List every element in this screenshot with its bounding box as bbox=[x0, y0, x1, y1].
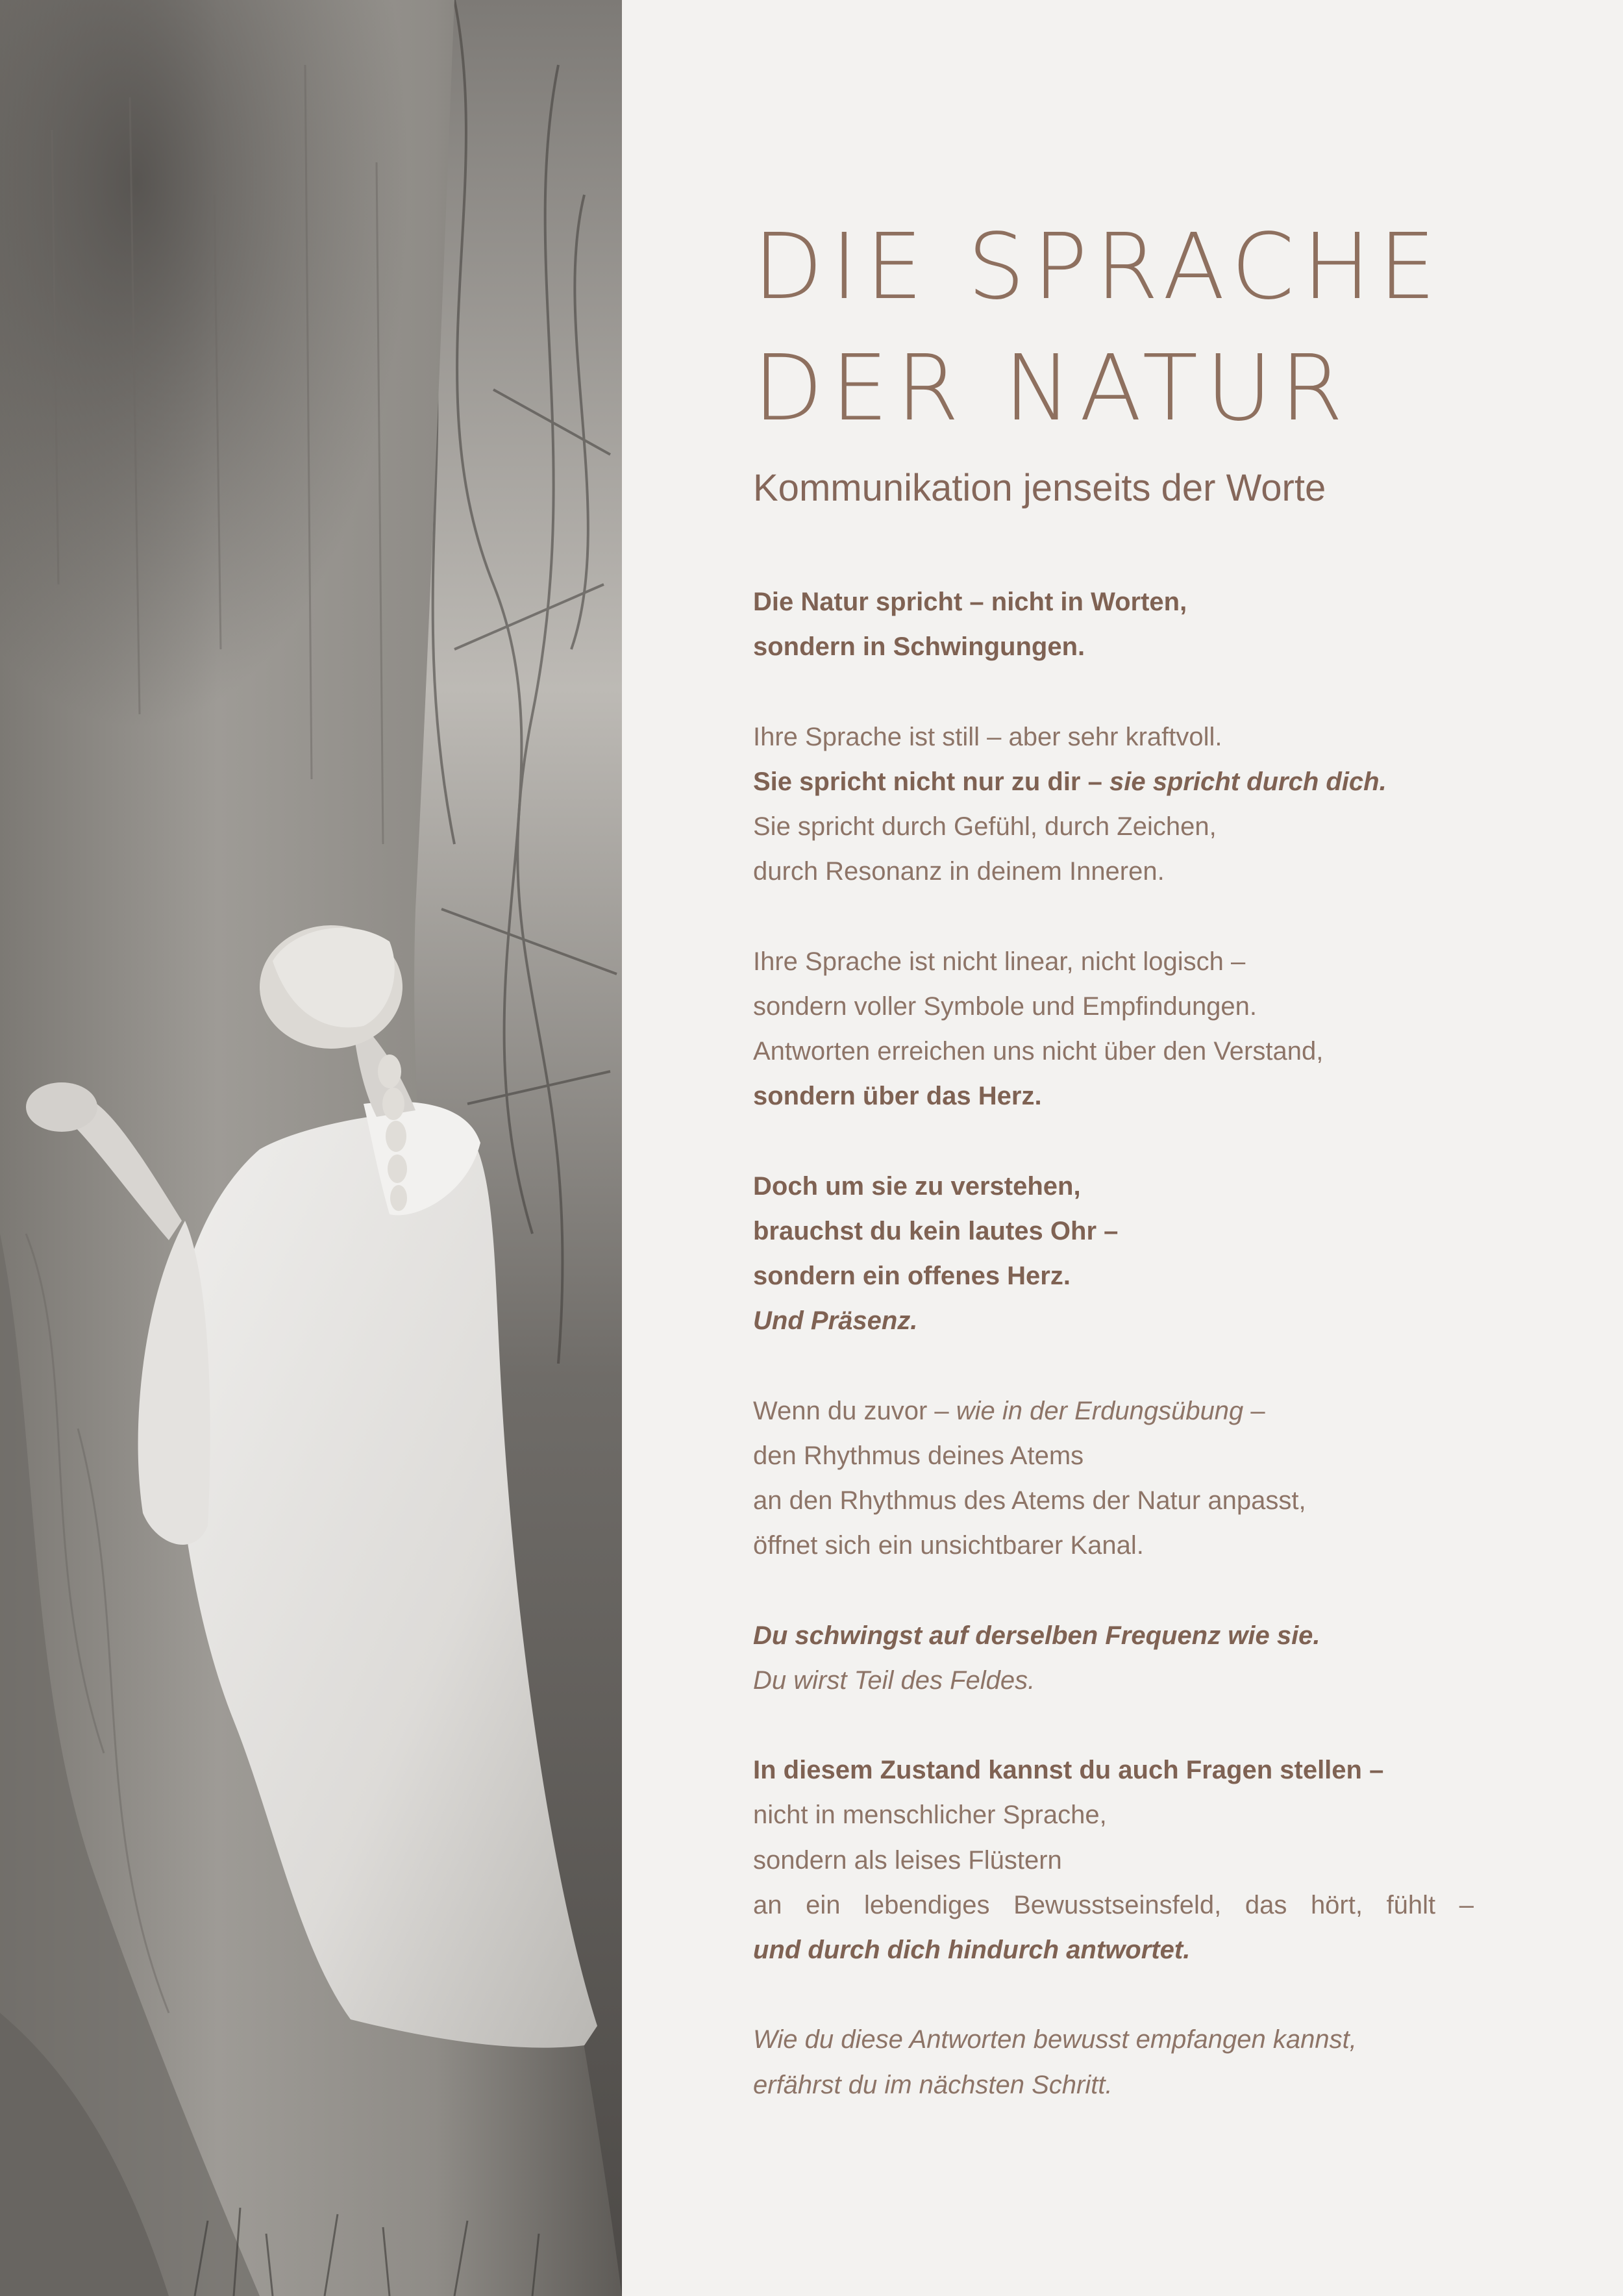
text-segment: wie in der Erdungsübung bbox=[956, 1396, 1244, 1425]
text-segment: sondern ein offenes Herz. bbox=[753, 1262, 1071, 1290]
text-segment: Du wirst Teil des Feldes. bbox=[753, 1666, 1035, 1695]
text-line bbox=[753, 2063, 1474, 2108]
text-line bbox=[753, 1389, 1474, 1434]
text-line bbox=[753, 805, 1474, 849]
text-segment: Doch um sie zu verstehen, bbox=[753, 1171, 1081, 1201]
text-segment: durch Resonanz in deinem Inneren. bbox=[753, 857, 1165, 886]
text-line bbox=[753, 1614, 1474, 1658]
text-line bbox=[753, 2017, 1474, 2062]
text-segment: nicht in menschlicher Sprache, bbox=[753, 1801, 1107, 1830]
text-line bbox=[753, 625, 1474, 669]
text-line bbox=[753, 580, 1474, 625]
page-title: DIE SPRACHE DER NATUR bbox=[753, 214, 1444, 442]
text-line bbox=[753, 1074, 1474, 1119]
paragraph bbox=[753, 1614, 1474, 1703]
text-line bbox=[753, 1928, 1474, 1973]
text-segment: und durch dich hindurch antwortet. bbox=[753, 1936, 1191, 1964]
text-segment: Du schwingst auf derselben Frequenz wie sie. bbox=[753, 1621, 1320, 1650]
text-line bbox=[753, 1299, 1474, 1343]
text-word: Bewusstseinsfeld, bbox=[1013, 1890, 1222, 1919]
text-segment: sondern in Schwingungen. bbox=[753, 632, 1085, 662]
text-segment: sondern über das Herz. bbox=[753, 1082, 1042, 1111]
text-segment: – bbox=[1243, 1396, 1265, 1425]
paragraph bbox=[753, 1164, 1474, 1344]
text-line bbox=[753, 984, 1474, 1029]
text-segment: Wenn du zuvor – bbox=[753, 1396, 956, 1425]
text-segment: Und Präsenz. bbox=[753, 1306, 918, 1336]
text-segment: sondern voller Symbole und Empfindungen. bbox=[753, 992, 1258, 1021]
text-line bbox=[753, 1793, 1474, 1838]
text-line bbox=[753, 1479, 1474, 1523]
text-segment: Wie du diese Antworten bewusst empfangen kannst, bbox=[753, 2025, 1357, 2054]
text-segment: brauchst du kein lautes Ohr – bbox=[753, 1216, 1119, 1245]
text-segment: sondern als leises Flüstern bbox=[753, 1845, 1062, 1875]
text-word: lebendiges bbox=[864, 1890, 990, 1919]
text-line bbox=[753, 940, 1474, 984]
paragraph bbox=[753, 715, 1474, 895]
text-line bbox=[753, 1748, 1474, 1793]
text-segment: öffnet sich ein unsichtbarer Kanal. bbox=[753, 1531, 1144, 1560]
text-line bbox=[753, 715, 1474, 760]
text-word: ein bbox=[806, 1890, 841, 1919]
text-line bbox=[753, 849, 1474, 894]
text-line bbox=[753, 1029, 1474, 1074]
text-segment: Ihre Sprache ist still – aber sehr kraftvoll. bbox=[753, 722, 1222, 751]
woman-leaning-on-tree-photo bbox=[0, 0, 622, 2296]
text-word: – bbox=[1459, 1890, 1474, 1919]
text-segment: den Rhythmus deines Atems bbox=[753, 1441, 1084, 1470]
text-line bbox=[753, 1523, 1474, 1568]
body-text bbox=[753, 580, 1474, 2152]
text-line bbox=[753, 760, 1474, 805]
text-segment: Sie spricht nicht nur zu dir – bbox=[753, 767, 1109, 796]
text-word: hört, bbox=[1310, 1890, 1363, 1919]
paragraph bbox=[753, 940, 1474, 1119]
text-line bbox=[753, 1838, 1474, 1883]
text-word: das bbox=[1245, 1890, 1287, 1919]
text-segment: Die Natur spricht – nicht in Worten, bbox=[753, 588, 1187, 616]
text-line bbox=[753, 1658, 1474, 1703]
paragraph bbox=[753, 1389, 1474, 1569]
text-segment: Antworten erreichen uns nicht über den Verstand, bbox=[753, 1037, 1324, 1066]
paragraph bbox=[753, 2017, 1474, 2107]
paragraph bbox=[753, 1748, 1474, 1973]
photo-illustration bbox=[0, 0, 622, 2296]
text-column bbox=[753, 0, 1526, 2296]
page-subtitle: Kommunikation jenseits der Worte bbox=[753, 467, 1326, 509]
text-line bbox=[753, 1164, 1474, 1209]
text-segment: In diesem Zustand kannst du auch Fragen stellen – bbox=[753, 1756, 1384, 1785]
text-line bbox=[753, 1254, 1474, 1299]
text-segment: Ihre Sprache ist nicht linear, nicht logisch – bbox=[753, 947, 1246, 976]
text-line bbox=[753, 1883, 1474, 1928]
text-line bbox=[753, 1434, 1474, 1479]
text-segment: Sie spricht durch Gefühl, durch Zeichen, bbox=[753, 812, 1217, 841]
text-word: an bbox=[753, 1890, 782, 1919]
text-segment: an den Rhythmus des Atems der Natur anpasst, bbox=[753, 1486, 1306, 1515]
text-word: fühlt bbox=[1386, 1890, 1436, 1919]
text-segment: erfährst du im nächsten Schritt. bbox=[753, 2070, 1113, 2099]
text-line bbox=[753, 1209, 1474, 1254]
text-segment: sie spricht durch dich. bbox=[1109, 767, 1387, 796]
paragraph bbox=[753, 580, 1474, 669]
